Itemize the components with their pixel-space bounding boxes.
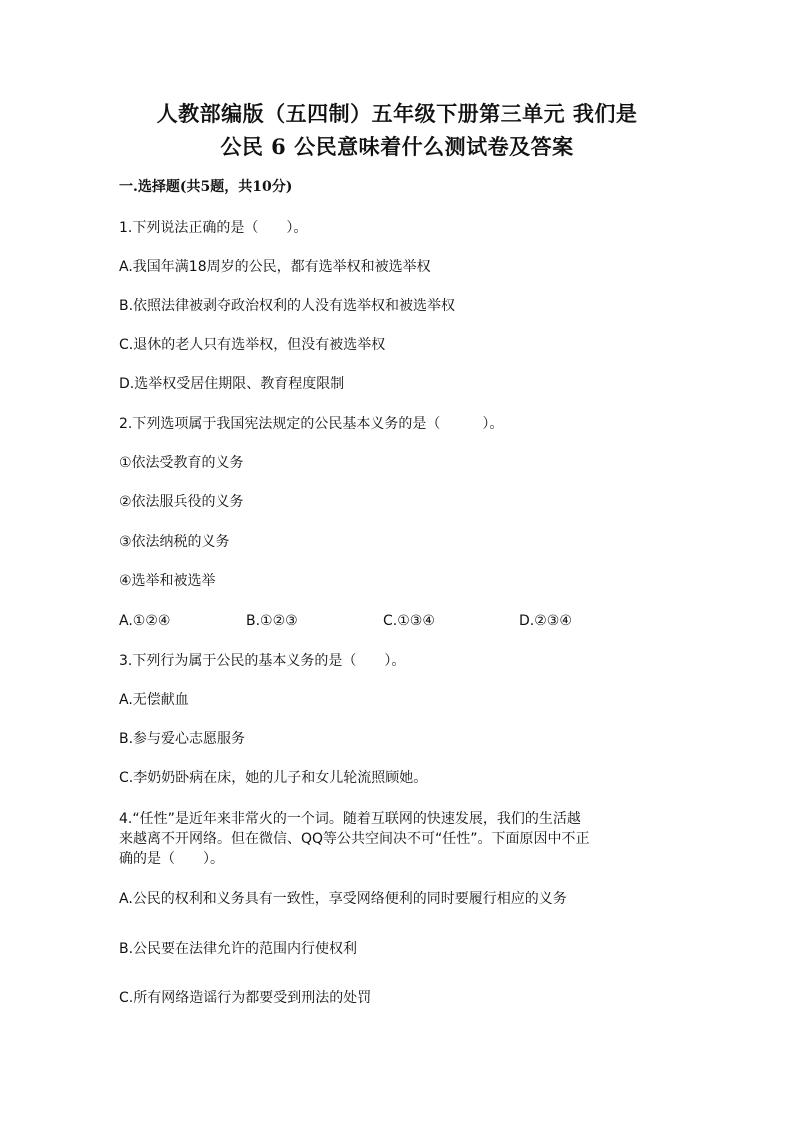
question-1-option-b: B.依照法律被剥夺政治权利的人没有选举权和被选举权 [119,298,456,314]
question-2-option-c: C.①③④ [383,613,435,629]
question-2-stem: 2.下列选项属于我国宪法规定的公民基本义务的是（ ）。 [119,416,504,432]
question-1-option-c: C.退休的老人只有选举权，但没有被选举权 [119,337,386,353]
question-2-item-4: ④选举和被选举 [119,573,216,589]
question-3-option-b: B.参与爱心志愿服务 [119,731,246,747]
question-4-stem-line-1: 4.“任性”是近年来非常火的一个词。随着互联网的快速发展，我们的生活越 [119,811,581,827]
question-3-option-a: A.无偿献血 [119,692,189,708]
page-title-line-1: 人教部编版（五四制）五年级下册第三单元 我们是 [156,101,638,126]
question-4-stem-line-3: 确的是（ ）。 [119,851,224,867]
question-1-stem: 1.下列说法正确的是（ ）。 [119,220,308,236]
page-title-line-2: 公民 6 公民意味着什么测试卷及答案 [220,134,574,159]
question-1-option-a: A.我国年满18周岁的公民，都有选举权和被选举权 [119,259,431,275]
question-2-option-d: D.②③④ [519,613,572,629]
question-4-option-c: C.所有网络造谣行为都要受到刑法的处罚 [119,990,372,1006]
question-2-option-a: A.①②④ [119,613,171,629]
question-4-option-a: A.公民的权利和义务具有一致性，享受网络便利的同时要履行相应的义务 [119,891,567,907]
question-2-item-1: ①依法受教育的义务 [119,455,244,471]
question-3-option-c: C.李奶奶卧病在床，她的儿子和女儿轮流照顾她。 [119,770,428,786]
question-2-option-b: B.①②③ [246,613,298,629]
question-2-item-3: ③依法纳税的义务 [119,534,230,550]
question-4-option-b: B.公民要在法律允许的范围内行使权利 [119,941,358,957]
question-1-option-d: D.选举权受居住期限、教育程度限制 [119,376,345,392]
question-2-item-2: ②依法服兵役的义务 [119,494,244,510]
section-heading: 一.选择题(共5题，共10分) [119,179,293,195]
question-4-stem-line-2: 来越离不开网络。但在微信、QQ等公共空间决不可“任性”。下面原因中不正 [119,831,590,847]
question-3-stem: 3.下列行为属于公民的基本义务的是（ ）。 [119,653,406,669]
